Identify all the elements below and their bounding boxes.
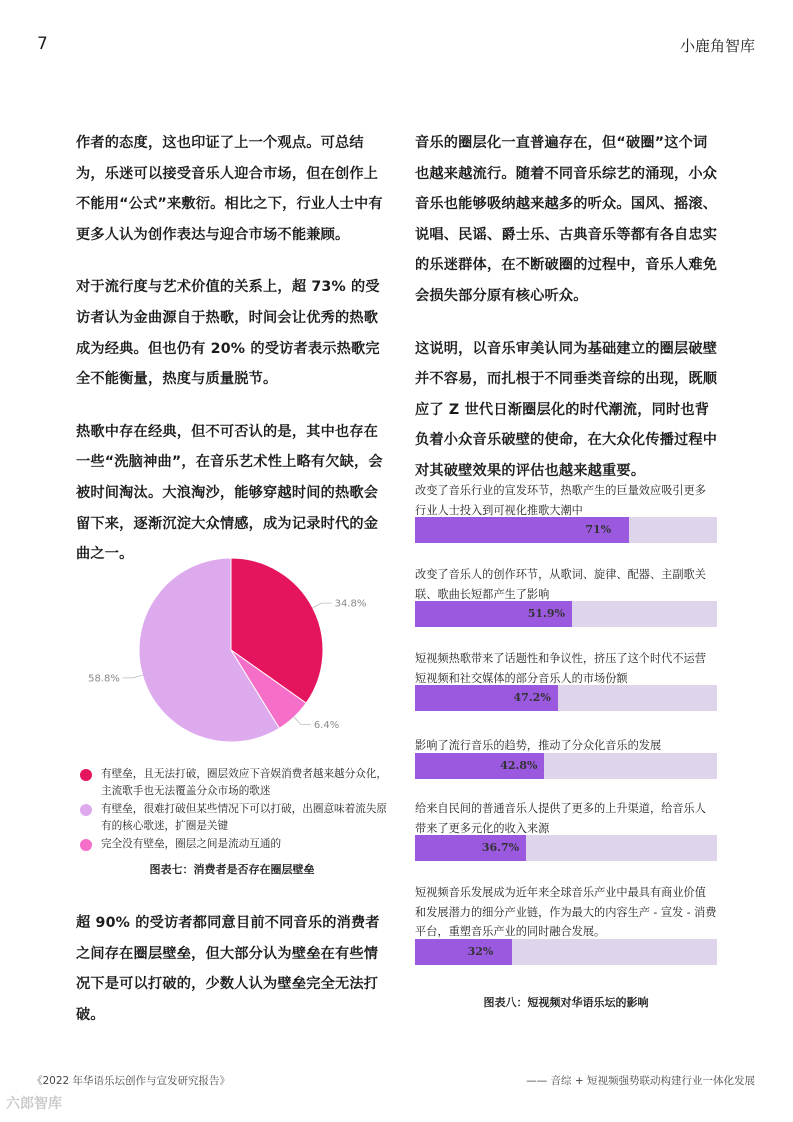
legend-item — [80, 836, 390, 853]
brand-name: 小鹿角智库 — [679, 37, 755, 55]
left-paragraph-3: 热歌中存在经典，但不可否认的是，其中也存在一些“洗脑神曲”，在音乐艺术性上略有欠缺，会被时间淘汰。大浪淘沙，能够穿越时间的热歌会留下来，逐渐沉淀大众情感，成为记录时代的金曲之一。 — [76, 423, 383, 563]
legend-swatch — [80, 769, 92, 781]
pie-leader-line — [294, 717, 311, 724]
pie-value-label: 6.4% — [313, 719, 340, 731]
bar-item — [415, 736, 717, 772]
legend-item — [80, 766, 390, 800]
bar-track — [415, 517, 717, 543]
footer-report-title: 《2022 年华语乐坛创作与宣发研究报告》 — [32, 1075, 231, 1087]
bar-track — [415, 753, 717, 779]
legend-swatch — [80, 804, 92, 816]
right-column — [415, 128, 721, 487]
bar-item — [415, 883, 717, 958]
figure-7-caption: 图表七：消费者是否存在圈层壁垒 — [149, 863, 315, 876]
bar-fill — [415, 939, 512, 965]
pie-value-label: 58.8% — [88, 673, 120, 685]
watermark-logo: 六郎智库 — [6, 1096, 62, 1112]
footer-section-title: —— 音综 + 短视频强势联动构建行业一体化发展 — [526, 1075, 755, 1087]
pie-leader-line — [123, 675, 143, 678]
legend-item — [80, 801, 390, 835]
bar-value-label: 47.2% — [513, 691, 551, 704]
legend-label: 有壁垒，很难打破但某些情况下可以打破，出圈意味着流失原有的核心歌迷，扩圈是关键 — [101, 803, 388, 832]
left-column — [76, 128, 388, 570]
pie-value-label: 34.8% — [334, 598, 367, 610]
figure-8-caption: 图表八：短视频对华语乐坛的影响 — [483, 996, 649, 1009]
legend-swatch — [80, 839, 92, 851]
left-paragraph-1: 作者的态度，这也印证了上一个观点。可总结为，乐迷可以接受音乐人迎合市场，但在创作上不能用“公式”来敷衍。相比之下，行业人士中有更多人认为创作表达与迎合市场不能兼顾。 — [76, 135, 383, 243]
bar-category-label: 影响了流行音乐的趋势，推动了分众化音乐的发展 — [415, 739, 662, 752]
bar-category-label: 改变了音乐人的创作环节，从歌词、旋律、配器、主副歌关联、歌曲长短都产生了影响 — [415, 568, 706, 601]
bar-category-label: 改变了音乐行业的宣发环节，热歌产生的巨量效应吸引更多行业人士投入到可视化推歌大潮中 — [415, 484, 706, 517]
bar-value-label: 51.9% — [527, 607, 565, 620]
bar-category-label: 短视频热歌带来了话题性和争议性，挤压了这个时代不运营短视频和社交媒体的部分音乐人的市场份额 — [415, 652, 706, 685]
bar-value-label: 42.8% — [500, 758, 538, 772]
bar-track — [415, 939, 717, 965]
pie-chart — [76, 555, 396, 755]
legend-label: 有壁垒，且无法打破，圈层效应下音娱消费者越来越分众化，主流歌手也无法覆盖分众市场的歌迷 — [101, 768, 388, 797]
left-paragraph-2: 对于流行度与艺术价值的关系上，超 73% 的受访者认为金曲源自于热歌，时间会让优秀的热歌成为经典。但也仍有 20% 的受访者表示热歌完全不能衡量，热度与质量脱节。 — [76, 279, 380, 388]
pie-leader-line — [313, 603, 332, 608]
bar-track — [415, 685, 717, 711]
right-paragraph-2: 这说明，以音乐审美认同为基础建立的圈层破壁并不容易，而扎根于不同垂类音综的出现，既顺应了 Z 世代日渐圈层化的时代潮流，同时也背负着小众音乐破壁的使命，在大众化传播过程中对其破壁效果的评估也越来越重要。 — [415, 340, 718, 479]
bar-category-label: 给来自民间的普通音乐人提供了更多的上升渠道，给音乐人带来了更多元化的收入来源 — [415, 802, 706, 835]
bar-track — [415, 601, 717, 627]
bar-track — [415, 835, 717, 861]
pie-chart-svg — [76, 555, 396, 755]
bar-value-label: 32% — [467, 944, 494, 958]
bar-item — [415, 799, 717, 854]
pie-legend — [80, 766, 390, 854]
bar-item — [415, 565, 717, 620]
bar-category-label: 短视频音乐发展成为近年来全球音乐产业中最具有商业价值和发展潜力的细分产业链，作为最大的内容生产 - 宣发 - 消费平台，重塑音乐产业的同时融合发展。 — [415, 886, 717, 938]
page-number: 7 — [37, 34, 48, 54]
bar-item — [415, 481, 717, 536]
bar-value-label: 36.7% — [481, 841, 520, 854]
right-paragraph-1: 音乐的圈层化一直普遍存在，但“破圈”这个词也越来越流行。随着不同音乐综艺的涌现，小众音乐也能够吸纳越来越多的听众。国风、摇滚、说唱、民谣、爵士乐、古典音乐等都有各自忠实的乐迷群体，在不断破圈的过程中，音乐人难免会损失部分原有核心听众。 — [415, 135, 718, 304]
bar-item — [415, 649, 717, 704]
bottom-paragraph: 超 90% 的受访者都同意目前不同音乐的消费者之间存在圈层壁垒，但大部分认为壁垒在有些情况下是可以打破的，少数人认为壁垒完全无法打破。 — [76, 915, 380, 1023]
bottom-paragraph-wrap — [76, 908, 388, 1030]
legend-label: 完全没有壁垒，圈层之间是流动互通的 — [101, 838, 282, 850]
bar-value-label: 71% — [585, 523, 612, 536]
